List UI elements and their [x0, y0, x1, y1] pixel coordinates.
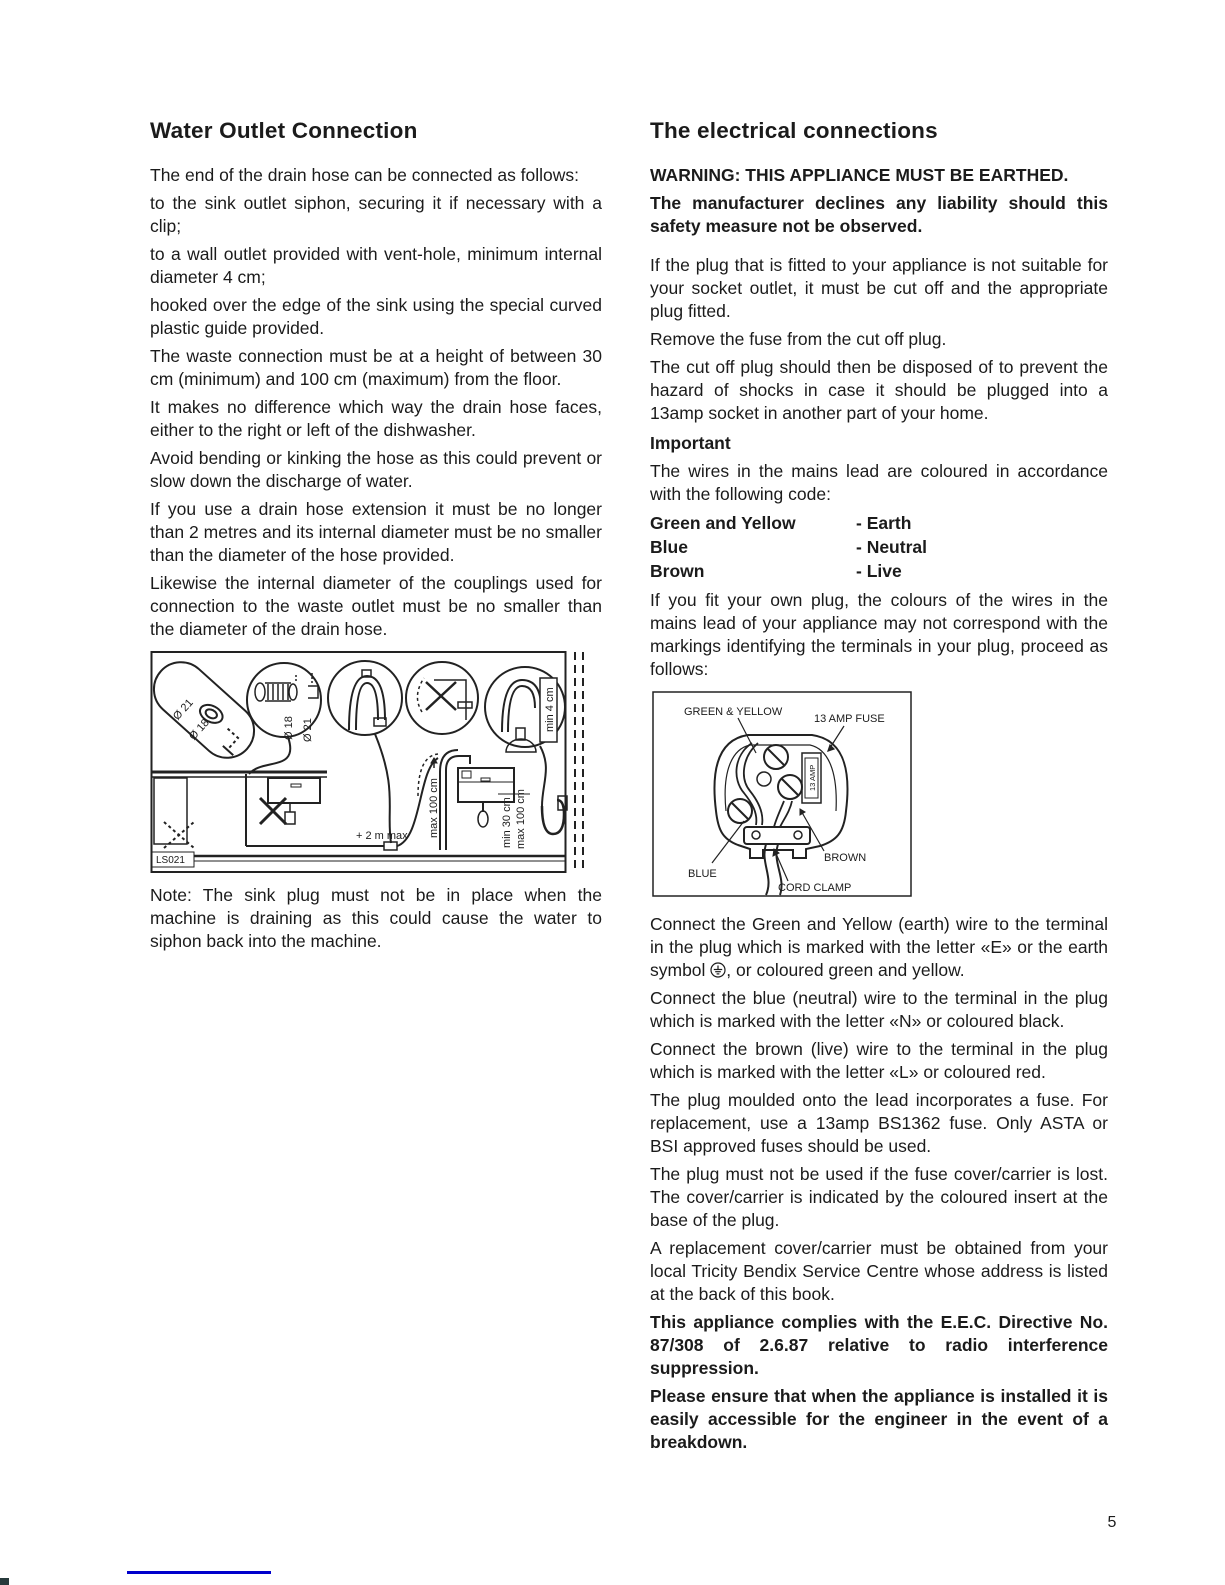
diagram-label: Ø 18 — [283, 716, 295, 740]
paragraph: It makes no difference which way the drain hose faces, either to the right or left of the dishwasher. — [150, 397, 602, 440]
paragraph: The end of the drain hose can be connected as follows: — [150, 165, 580, 185]
paragraph: If you fit your own plug, the colours of the wires in the mains lead of your appliance may not correspond with the markings identifying the terminals in your plug, proceed as follows: — [650, 590, 1108, 679]
plug-wiring-diagram — [652, 691, 1108, 899]
paragraph: to the sink outlet siphon, securing it if necessary with a clip; — [150, 193, 602, 236]
wire-meaning: - Live — [856, 561, 902, 581]
paragraph: Connect the blue (neutral) wire to the terminal in the plug which is marked with the letter «N» or coloured black. — [650, 988, 1108, 1031]
warning-heading: WARNING: THIS APPLIANCE MUST BE EARTHED. — [650, 165, 1069, 185]
important-heading: Important — [650, 433, 731, 453]
plug-label-green-yellow: GREEN & YELLOW — [684, 706, 783, 718]
earth-text-after: , or coloured green and yellow. — [726, 960, 965, 980]
paragraph: Remove the fuse from the cut off plug. — [650, 329, 947, 349]
paragraph: to a wall outlet provided with vent-hole, minimum internal diameter 4 cm; — [150, 244, 602, 287]
paragraph: The waste connection must be at a height of between 30 cm (minimum) and 100 cm (maximum) from the floor. — [150, 346, 602, 389]
curved-guide-callout — [328, 661, 402, 735]
warning-body: The manufacturer declines any liability should this safety measure not be observed. — [650, 193, 1108, 236]
plug-label-blue: BLUE — [688, 868, 717, 880]
coupling-callout — [247, 663, 321, 742]
wire-colour: Green and Yellow — [650, 513, 796, 533]
note-paragraph — [150, 884, 602, 953]
paragraph: The plug must not be used if the fuse cover/carrier is lost. The cover/carrier is indicated by the coloured insert at the base of the plug. — [650, 1164, 1108, 1230]
paragraph: Likewise the internal diameter of the couplings used for connection to the waste outlet must be no smaller than the diameter of the drain hose. — [150, 573, 602, 639]
paragraph-earth — [650, 913, 1108, 982]
page-number: 5 — [1107, 1514, 1117, 1531]
paragraph-accessibility: Please ensure that when the appliance is installed it is easily accessible for the engineer in the event of a breakdown. — [650, 1386, 1108, 1452]
table-row — [650, 511, 1108, 535]
plug-fuse-body-label: 13 AMP — [808, 764, 817, 791]
plug-label-cord-clamp: CORD CLAMP — [778, 882, 852, 894]
diagram-code-label: LS021 — [156, 855, 185, 866]
diagram-label: max 100 cm — [515, 789, 527, 849]
right-column — [650, 118, 1108, 1459]
paragraph: The plug moulded onto the lead incorporates a fuse. For replacement, use a 13amp BS1362 fuse. Only ASTA or BSI approved fuses should be used. — [650, 1090, 1108, 1156]
hook-callout — [485, 667, 565, 752]
earth-symbol-icon — [710, 962, 726, 978]
wire-colour: Brown — [650, 561, 705, 581]
paragraph-eec-directive: This appliance complies with the E.E.C. Directive No. 87/308 of 2.6.87 relative to radio interference suppression. — [650, 1312, 1108, 1378]
paragraph: Connect the brown (live) wire to the terminal in the plug which is marked with the letter «L» or coloured red. — [650, 1039, 1108, 1082]
note-text: The sink plug must not be in place when the machine is draining as this could cause the water to siphon back into the machine. — [150, 885, 602, 951]
drain-hose-diagram-figure — [150, 650, 590, 878]
section-title-electrical: The electrical connections — [650, 118, 938, 143]
paragraph: hooked over the edge of the sink using the special curved plastic guide provided. — [150, 295, 602, 338]
note-label: Note: — [150, 885, 192, 905]
diagram-label: Ø 21 — [170, 696, 196, 723]
wire-colour-code-table — [650, 511, 1108, 583]
diagram-label: + 2 m max — [356, 830, 408, 842]
plug-wiring-figure — [652, 691, 914, 899]
paragraph: The wires in the mains lead are coloured in accordance with the following code: — [650, 461, 1108, 504]
table-row — [650, 559, 1108, 583]
paragraph: The cut off plug should then be disposed of to prevent the hazard of shocks in case it should be plugged into a 13amp socket in another part of your home. — [650, 357, 1108, 423]
earth-text-before: Connect the Green and Yellow (earth) wire to the terminal in the plug which is marked with the letter «E» or the earth symbol — [650, 914, 1108, 980]
section-title-water-outlet: Water Outlet Connection — [150, 118, 418, 143]
wire-meaning: - Earth — [856, 513, 912, 533]
diagram-label: Ø 18 — [186, 716, 212, 743]
diagram-label: min 30 cm — [501, 797, 513, 848]
paragraph: A replacement cover/carrier must be obtained from your local Tricity Bendix Service Centre whose address is listed at the back of this book. — [650, 1238, 1108, 1304]
crossed-connection-callout — [406, 662, 478, 734]
table-row — [650, 535, 1108, 559]
paragraph: If you use a drain hose extension it must be no longer than 2 metres and its internal diameter must be no smaller than the diameter of the hose provided. — [150, 499, 602, 565]
wire-meaning: - Neutral — [856, 537, 927, 557]
drain-hose-diagram — [150, 650, 602, 878]
diagram-label: Ø 21 — [302, 718, 314, 742]
scan-artifact — [0, 1578, 9, 1585]
footer-accent-line — [127, 1571, 271, 1574]
wire-colour: Blue — [650, 537, 688, 557]
paragraph: If the plug that is fitted to your appliance is not suitable for your socket outlet, it must be cut off and the appropriate plug fitted. — [650, 255, 1108, 321]
diagram-label: max 100 cm — [428, 778, 440, 838]
diagram-label: min 4 cm — [544, 687, 556, 732]
plug-label-brown: BROWN — [824, 852, 867, 864]
left-column — [150, 118, 602, 958]
plug-label-fuse: 13 AMP FUSE — [814, 713, 885, 725]
paragraph: Avoid bending or kinking the hose as this could prevent or slow down the discharge of water. — [150, 448, 602, 491]
